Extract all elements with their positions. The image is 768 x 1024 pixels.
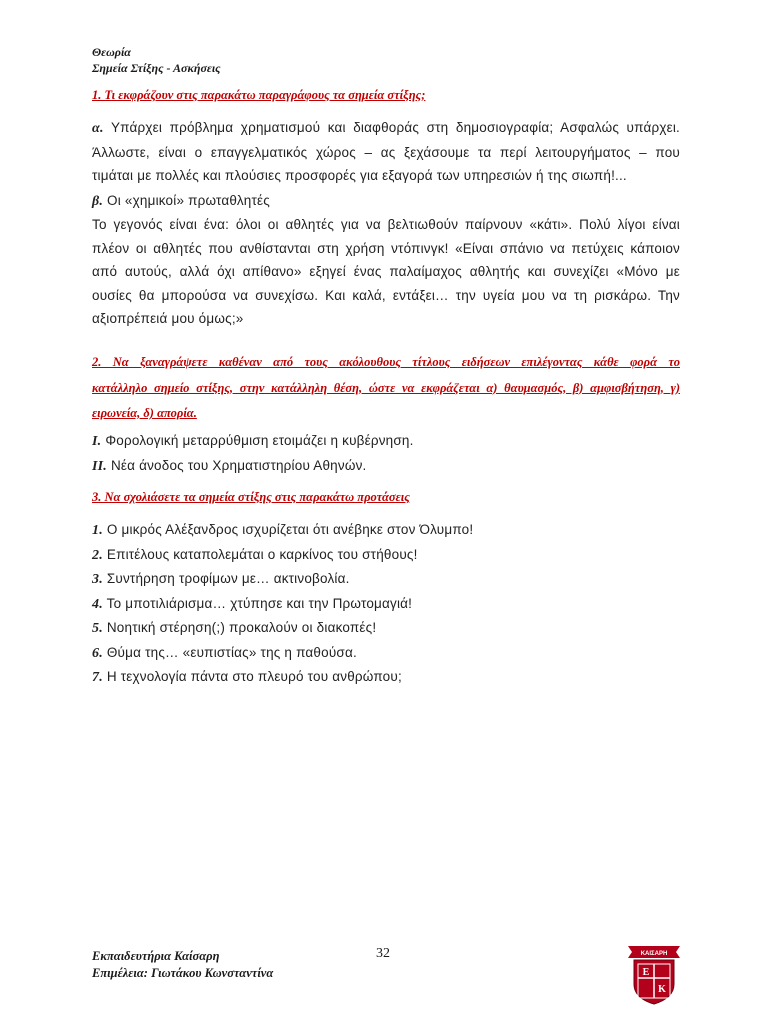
question-3-title: 3. Να σχολιάσετε τα σημεία στίξης στις παρακάτω προτάσεις: [92, 490, 410, 504]
list-item: 2. Επιτέλους καταπολεμάται ο καρκίνος του στήθους!: [92, 546, 418, 563]
list-item: 3. Συντήρηση τροφίμων με… ακτινοβολία.: [92, 571, 350, 587]
paragraph-b: [92, 213, 680, 331]
svg-text:Κ: Κ: [658, 984, 666, 995]
paragraph-b-line: από αυτούς, αλλά όχι απίθανο» εξηγεί ένας παλαίμαχος αθλητής και συνεχίζει «Μόνο με: [92, 264, 680, 279]
svg-text:Ε: Ε: [642, 967, 650, 978]
page-number: 32: [376, 946, 390, 961]
list-item: 1. Ο μικρός Αλέξανδρος ισχυρίζεται ότι ανέβηκε στον Όλυμπο!: [92, 522, 474, 538]
school-logo: [626, 940, 682, 1010]
paragraph-b-label: β.: [92, 194, 104, 209]
footer-school: Εκπαιδευτήρια Καίσαρη: [92, 949, 220, 963]
list-item: II. Νέα άνοδος του Χρηματιστηρίου Αθηνών.: [92, 457, 367, 474]
paragraph-b-heading: [92, 189, 680, 214]
paragraph-a-label: α.: [92, 121, 104, 136]
header-section: Θεωρία: [92, 45, 131, 59]
paragraph-a-line: α. Υπάρχει πρόβλημα χρηματισμού και διαφθοράς στη δημοσιογραφία; Ασφαλώς υπάρχει.: [92, 120, 680, 136]
footer-editor: Επιμέλεια: Γιωτάκου Κωνσταντίνα: [92, 966, 274, 980]
paragraph-a-line: Άλλωστε, είναι ο επαγγελματικός χώρος – ας ξεχάσουμε τα περί λειτουργήματος – που: [92, 144, 680, 160]
question-3-items: [92, 518, 680, 690]
list-item: 7. Η τεχνολογία πάντα στο πλευρό του ανθρώπου;: [92, 669, 402, 685]
page-footer: [92, 948, 273, 982]
list-item: 5. Νοητική στέρηση(;) προκαλούν οι διακοπές!: [92, 620, 377, 636]
paragraph-b-line: αξιοπρέπειά μου όμως;»: [92, 311, 244, 326]
list-item: I. Φορολογική μεταρρύθμιση ετοιμάζει η κυβέρνηση.: [92, 433, 414, 449]
paragraph-b-line: Το γεγονός είναι ένα: όλοι οι αθλητές για να βελτιωθούν παίρνουν «κάτι». Πολύ λίγοι είναι: [92, 217, 680, 232]
paragraph-a-line: τιμάται με πολλές και πλούσιες προσφορές για εξαγορά των υπηρεσιών ή της σιωπή!...: [92, 168, 627, 183]
question-2-items: [92, 429, 680, 478]
list-item: 4. Το μποτιλιάρισμα… χτύπησε και την Πρωτομαγιά!: [92, 595, 413, 612]
page-header: [92, 44, 221, 76]
question-1-title: 1. Τι εκφράζουν στις παρακάτω παραγράφους τα σημεία στίξης;: [92, 88, 426, 102]
paragraph-b-line: ουσίες θα μπορούσα να συνεχίσω. Και καλά, εντάξει… την υγεία μου να τη ρισκάρω. Την: [92, 287, 680, 303]
list-item: 6. Θύμα της… «ευπιστίας» της η παθούσα.: [92, 644, 357, 661]
paragraph-b-title: Οι «χημικοί» πρωταθλητές: [107, 193, 270, 208]
svg-text:ΚΑΙΣΑΡΗ: ΚΑΙΣΑΡΗ: [640, 951, 668, 957]
paragraph-b-line: πλέον οι αθλητές που ανθίστανται στη χρήση ντόπινγκ! «Είναι σπάνιο να πετύχεις κάποιον: [92, 240, 680, 256]
header-topic: Σημεία Στίξης - Ασκήσεις: [92, 61, 221, 75]
question-2-title: 2. Να ξαναγράψετε καθέναν από τους ακόλουθους τίτλους ειδήσεων επιλέγοντας κάθε φορά το κατάλληλο σημείο στίξης, στην κατάλληλη θέση, ώστε να εκφράζεται α) θαυμασμός, β) αμφισβήτηση, γ) ειρωνεία, δ) απορία.: [92, 355, 680, 420]
paragraph-a: [92, 116, 680, 188]
